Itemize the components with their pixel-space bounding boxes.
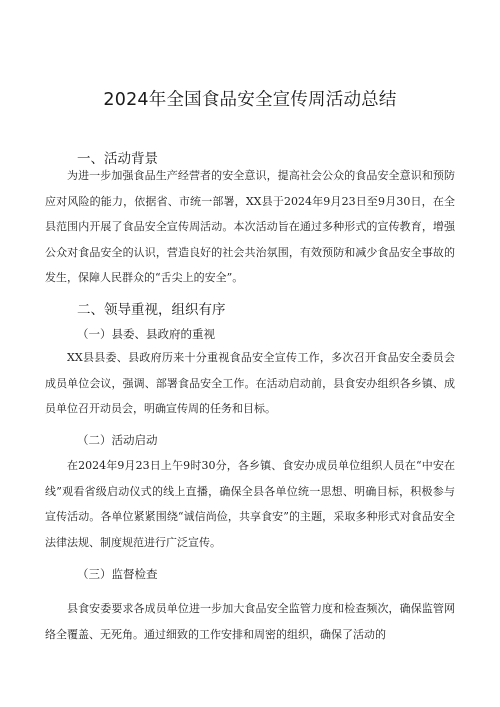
document-title: 2024年全国食品安全宣传周活动总结	[103, 90, 397, 110]
section-heading-background: 一、活动背景	[77, 151, 158, 167]
paragraph-background: 为进一步加强食品生产经营者的安全意识，提高社会公众的食品安全意识和预防应对风险的能力，依据省、市统一部署，XX县于2024年9月23日至9月30日，在全县范围内开展了食品安全宣传周活动。本次活动旨在通过多种形式的宣传教育，增强公众对食品安全的认识，营造良好的社会共治氛围，有效预防和减少食品安全事故的发生，保障人民群众的“舌尖上的安全”。	[45, 169, 455, 284]
section-heading-leadership: 二、领导重视，组织有序	[77, 302, 226, 318]
paragraph-supervision: 县食安委要求各成员单位进一步加大食品安全监管力度和检查频次，确保监管网络全覆盖、无死角。通过细致的工作安排和周密的组织，确保了活动的	[45, 602, 455, 641]
subsection-heading-supervision: （三）监督检查	[77, 567, 158, 581]
paragraph-launch: 在2024年9月23日上午9时30分，各乡镇、食安办成员单位组织人员在“中安在线”观看省级启动仪式的线上直播，确保全县各单位统一思想、明确目标，积极参与宣传活动。各单位紧紧围绕“诚信尚俭，共享食安”的主题，采取多种形式对食品安全法律法规、制度规范进行广泛宣传。	[45, 459, 455, 549]
subsection-heading-launch: （二）活动启动	[77, 433, 158, 447]
paragraph-government: XX县县委、县政府历来十分重视食品安全宣传工作，多次召开食品安全委员会成员单位会议，强调、部署食品安全工作。在活动启动前，县食安办组织各乡镇、成员单位召开动员会，明确宣传周的任务和目标。	[45, 351, 455, 415]
subsection-heading-government: （一）县委、县政府的重视	[77, 327, 215, 341]
